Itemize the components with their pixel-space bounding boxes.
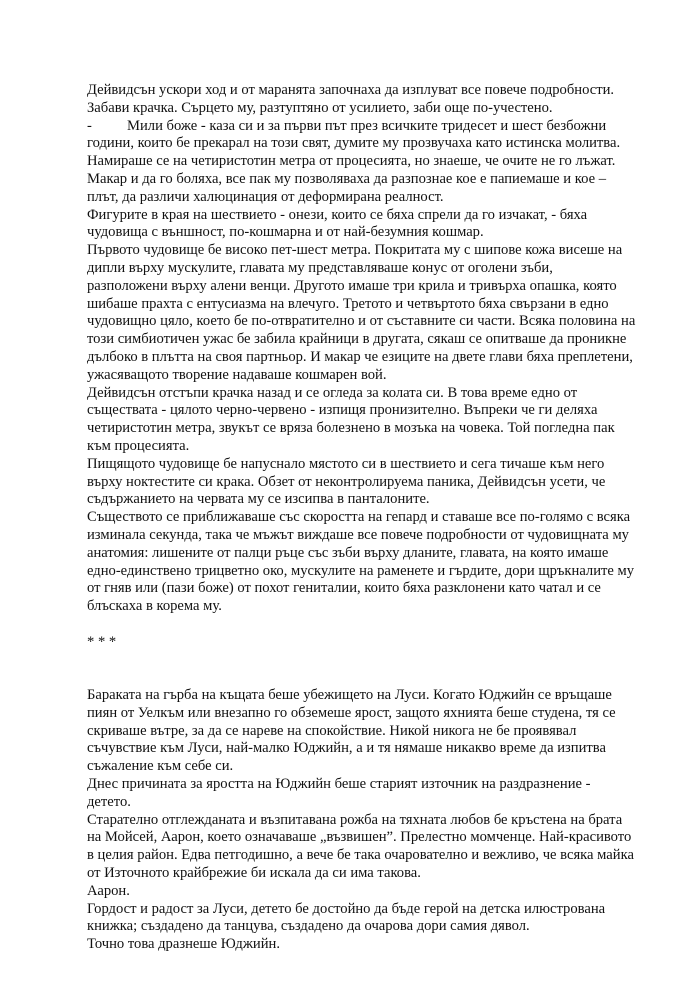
text-line: изминала секунда, така че мъжът виждаше все повече подробности от чудовищната му <box>87 526 629 543</box>
text-line: към процесията. <box>87 437 190 454</box>
text-line: Днес причината за яростта на Юджийн беше старият източник на раздразнение - <box>87 776 591 793</box>
paragraph-block-2 <box>87 135 636 616</box>
text-line: Първото чудовище бе високо пет-шест метра. Покритата му с шипове кожа висеше на <box>87 242 623 259</box>
text-line: книжка; създадено да танцува, създадено да очарова дори самия дявол. <box>87 918 530 935</box>
text-line: ужасяващото творение надаваше кошмарен вой. <box>87 366 387 383</box>
text-line: Фигурите в края на шествието - онези, които се бяха спрели да го изчакат, - бяха <box>87 206 588 223</box>
text-line: от гняв или (пази боже) от похот гениталии, които бяха разклонени като чатал и се <box>87 580 601 597</box>
text-line: Бараката на гърба на къщата беше убежището на Луси. Когато Юджийн се връщаше <box>87 687 612 704</box>
blank-line <box>87 669 617 687</box>
text-line: шибаше прахта с ентусиазма на влечуго. Третото и четвъртото бяха свързани в едно <box>87 295 609 312</box>
text-line: едно-единствено трицветно око, мускулите на раменете и гърдите, дори щръкналите му <box>87 562 635 579</box>
text-line: от Източното крайбрежие би искала да си има такова. <box>87 865 421 882</box>
text-line: на Мойсей, Аарон, което означаваше „възвишен”. Прелестно момченце. Най-красивото <box>87 829 632 846</box>
text-line: съжаление към себе си. <box>87 758 234 775</box>
text-line: разположени върху алени венци. Другото имаше три крила и тривърха опашка, която <box>87 277 617 294</box>
text-line: пиян от Уелкъм или внезапно го обземеше ярост, защото яхнията беше студена, тя се <box>87 704 616 721</box>
blank-line <box>87 652 617 670</box>
paragraph-block-1 <box>87 82 617 118</box>
text-line: съчувствие към Луси, най-малко Юджийн, а и тя нямаше никакво време да изпитва <box>87 740 606 757</box>
text-line: Гордост и радост за Луси, детето бе достойно да бъде герой на детска илюстрована <box>87 900 606 917</box>
text-line: Точно това дразнеше Юджийн. <box>87 936 280 953</box>
text-line: този симбиотичен ужас бе забила крайници в другата, сякаш се опитваше да проникне <box>87 331 627 348</box>
text-line: Забави крачка. Сърцето му, разтуптяно от усилието, заби още по-учестено. <box>87 99 553 116</box>
text-line: Намираше се на четиристотин метра от процесията, но знаеше, че очите не го лъжат. <box>87 153 616 170</box>
section-separator: * * * <box>87 633 117 650</box>
text-line: в целия район. Едва петгодишно, а вече бе така очарователно и вежливо, че всяка майка <box>87 847 634 864</box>
dialogue-dash: - <box>87 117 92 134</box>
text-line: Пищящото чудовище бе напуснало мястото си в шествието и сега тичаше към него <box>87 455 605 472</box>
text-line: Съществото се приближаваше със скоростта на гепард и ставаше все по-голямо с всяка <box>87 509 631 526</box>
text-line: дълбоко в плътта на своя партньор. И макар че езиците на двете глави бяха преплетени, <box>87 348 633 365</box>
text-line: върху ноктестите си крака. Обзет от неконтролируема паника, Дейвидсън усети, че <box>87 473 606 490</box>
text-line: четиристотин метра, звукът се вряза болезнено в мозъка на човека. Той погледна пак <box>87 420 615 437</box>
dialogue-text: Мили боже - каза си и за първи път през всичките тридесет и шест безбожни <box>127 117 607 134</box>
text-line: съдържанието на червата му се изсипва в панталоните. <box>87 491 430 508</box>
text-line: Дейвидсън отстъпи крачка назад и се огледа за колата си. В това време едно от <box>87 384 578 401</box>
text-line: чудовищно цяло, което бе по-отвратително и от съставните си части. Всяка половина на <box>87 313 636 330</box>
text-line: чудовища с външност, по-кошмарна и от най-безумния кошмар. <box>87 224 484 241</box>
document-text <box>87 82 636 954</box>
dialogue-line <box>87 118 617 136</box>
text-line: години, които бе прекарал на този свят, думите му прозвучаха като истинска молитва. <box>87 135 621 152</box>
text-line: анатомия: лишените от палци ръце със зъби върху дланите, главата, на която имаше <box>87 544 609 561</box>
text-line: плът, да различи халюцинация от деформирана реалност. <box>87 188 444 205</box>
text-line: съществата - цялото черно-червено - изпищя пронизително. Въпреки че ги деляха <box>87 402 598 419</box>
paragraph-block-3 <box>87 687 634 954</box>
text-line: блъскаха в корема му. <box>87 598 222 615</box>
text-line: Дейвидсън ускори ход и от маранята започнаха да изплуват все повече подробности. <box>87 82 615 98</box>
text-line: Старателно отглежданата и възпитавана рожба на тяхната любов бе кръстена на брата <box>87 811 623 828</box>
text-line: детето. <box>87 793 131 810</box>
blank-line <box>87 616 617 634</box>
text-line: дипли върху мускулите, главата му представляваше конус от оголени зъби, <box>87 259 553 276</box>
text-line: Аарон. <box>87 882 130 899</box>
text-line: Макар и да го боляха, все пак му позволяваха да разпознае кое е папиемаше и кое – <box>87 170 607 187</box>
text-line: скриваше вътре, за да се нареве на спокойствие. Никой никога не бе проявявал <box>87 722 577 739</box>
